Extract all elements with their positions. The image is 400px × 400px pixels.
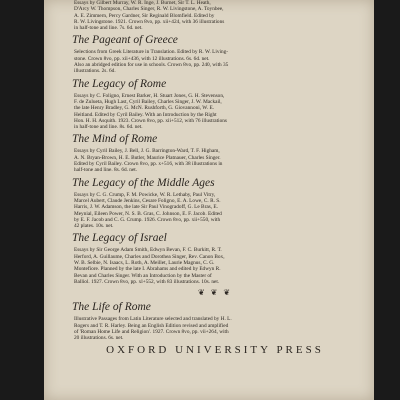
entry-line: Selections from Greek Literature in Translation. Edited by R. W. Living-: [74, 49, 229, 56]
entry-line: half-tone and line. 8s. 6d. net.: [74, 167, 138, 174]
entry-line: Herford, A. Guillaume, Charles and Dorothea Singer, Rev. Canon Box,: [74, 253, 225, 260]
entry-line: illustrations. 2s. 6d.: [74, 68, 116, 75]
top-line: A. E. Zimmern, Percy Gardner, Sir Reginald Blomfield. Edited by: [74, 12, 215, 19]
entry-title: The Life of Rome: [72, 301, 151, 314]
entry-line: Essays by Cyril Bailey, J. Bell, J. G. Barrington-Ward, T. F. Higham,: [74, 148, 220, 155]
publisher-imprint: OXFORD UNIVERSITY PRESS: [106, 344, 324, 357]
top-line: Essays by Gilbert Murray, W. R. Inge, J. Burnet, Sir T. L. Heath,: [74, 0, 211, 6]
entry-line: stone. Crown 8vo, pp. xii+436, with 12 illustrations. 6s. 6d. net.: [74, 55, 210, 62]
entry-line: Meynial, Eileen Power, N. S. B. Gras, C. Johnson, E. F. Jacob. Edited: [74, 210, 222, 217]
entry-line: Edited by Cyril Bailey. Crown 8vo, pp. x+516, with 38 illustrations in: [74, 161, 223, 168]
entry-line: by E. F. Jacob and C. G. Crump. 1926. Crown 8vo, pp. xii+550, with: [74, 216, 221, 223]
book-page: [44, 0, 374, 400]
entry-line: W. B. Selbie, N. Isaacs, L. Roth, A. Meillet, Laurie Magnus, C. G.: [74, 260, 215, 267]
entry-line: Essays by C. G. Crump, F. M. Powicke, W. R. Lethaby, Paul Vitry,: [74, 191, 216, 198]
entry-line: Illustrative Passages from Latin Literature selected and translated by H. L.: [74, 316, 232, 323]
entry-line: Marcel Aubert, Claude Jenkins, Cesare Foligno, E. A. Lowe, C. R. S.: [74, 197, 221, 204]
entry-title: The Legacy of Rome: [72, 77, 167, 90]
entry-line: in half-tone and line. 8s. 6d. net.: [74, 124, 143, 131]
top-entry: [74, 0, 356, 31]
entry-life-of-rome: [74, 301, 356, 341]
entry-pageant-of-greece: [74, 34, 356, 74]
entry-line: of 'Roman Home Life and Religion'. 1927. Crown 8vo, pp. vii+264, with: [74, 328, 229, 335]
top-line: in half-tone and line. 7s. 6d. net.: [74, 25, 143, 32]
entry-line: 20 illustrations. 6s. net.: [74, 335, 124, 342]
entry-title: The Legacy of Israel: [72, 232, 167, 245]
page-content: [74, 0, 356, 356]
entry-legacy-of-middle-ages: [74, 177, 356, 230]
entry-line: F. de Zulueta, Hugh Last, Cyril Bailey, Charles Singer, J. W. Mackail,: [74, 98, 222, 105]
entry-title: The Mind of Rome: [72, 133, 158, 146]
entry-line: Rogers and T. R. Harley. Being an English Edition revised and amplified: [74, 322, 229, 329]
entry-line: Essays by C. Foligno, Ernest Barker, H. Stuart Jones, G. H. Stevenson,: [74, 92, 225, 99]
entry-line: Bevan and Charles Singer. With an Introduction by the Master of: [74, 272, 212, 279]
entry-title: The Legacy of the Middle Ages: [72, 176, 215, 189]
entry-line: Montefiore. Planned by the late I. Abrahams and edited by Edwyn R.: [74, 266, 221, 273]
entry-line: Also an abridged edition for use in schools. Crown 8vo, pp. 240, with 35: [74, 62, 229, 69]
entry-mind-of-rome: [74, 133, 356, 173]
top-line: D'Arcy W. Thompson, Charles Singer, R. W. Livingstone, A. Toynbee,: [74, 6, 224, 13]
entry-line: A. N. Bryan-Brown, H. E. Butler, Maurice Platnauer, Charles Singer.: [74, 154, 221, 161]
top-line: R. W. Livingstone. 1921. Crown 8vo, pp. xii+424, with 36 illustrations: [74, 18, 225, 25]
entry-line: Essays by Sir George Adam Smith, Edwyn Bevan, F. C. Burkitt, R. T.: [74, 247, 222, 254]
entry-line: Hon. H. H. Asquith. 1923. Crown 8vo, pp. xii+512, with 76 illustrations: [74, 117, 227, 124]
entry-legacy-of-israel: [74, 232, 356, 285]
entry-line: Balliol. 1927. Crown 8vo, pp. xl+552, with 83 illustrations. 10s. net.: [74, 278, 220, 285]
entry-line: the late Henry Bradley, G. McN. Rushforth, G. Giovannoni, W. E.: [74, 105, 214, 112]
entry-legacy-of-rome: [74, 78, 356, 131]
entry-line: Harris, J. W. Adamson, the late Sir Paul Vinogradoff, G. Le Bras, E.: [74, 204, 218, 211]
entry-line: 42 plates. 10s. net.: [74, 223, 114, 230]
entry-line: Heitland. Edited by Cyril Bailey. With an Introduction by the Right: [74, 111, 217, 118]
entry-title: The Pageant of Greece: [72, 34, 178, 47]
ornament-divider: ❦ ❦ ❦: [197, 288, 233, 298]
